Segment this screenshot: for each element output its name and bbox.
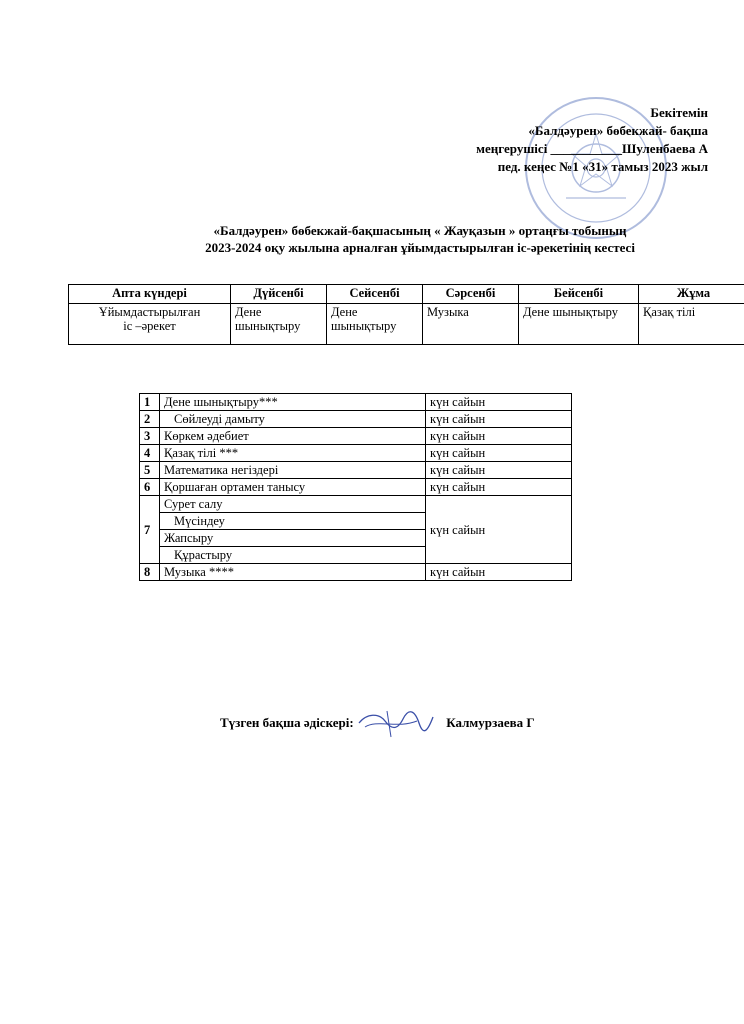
table-row [140,411,572,428]
weekly-schedule-table [68,284,744,345]
subject-number: 5 [140,462,160,479]
schedule-activity-row [69,304,744,345]
header-weekdays: Апта күндері [69,285,231,304]
table-row [140,564,572,581]
subject-number: 4 [140,445,160,462]
table-row [140,445,572,462]
subject-number: 1 [140,394,160,411]
header-tuesday: Сейсенбі [327,285,423,304]
table-row [140,496,572,513]
approval-block [388,104,708,176]
header-monday: Дүйсенбі [231,285,327,304]
subject-name: Құрастыру [160,547,426,564]
signature [357,709,435,739]
subject-number: 8 [140,564,160,581]
subject-frequency: күн сайын [426,496,572,564]
subject-name: Дене шынықтыру*** [160,394,426,411]
subject-name: Математика негіздері [160,462,426,479]
approval-line-4: пед. кеңес №1 «31» тамыз 2023 жыл [497,159,708,174]
table-row [140,428,572,445]
cell-monday: Дене шынықтыру [231,304,327,345]
subject-frequency: күн сайын [426,445,572,462]
compiler-name: Калмурзаева Г [446,714,535,730]
approval-line-2: «Балдәурен» бөбекжай- бақша [528,123,708,138]
subject-name: Мүсіндеу [160,513,426,530]
subject-number: 6 [140,479,160,496]
table-row [140,462,572,479]
subject-frequency: күн сайын [426,428,572,445]
subject-name: Сөйлеуді дамыту [160,411,426,428]
subject-frequency: күн сайын [426,394,572,411]
title-line-1: «Балдәурен» бөбекжай-бақшасының « Жауқазын » ортаңғы тобының [213,223,627,238]
subject-name: Сурет салу [160,496,426,513]
row-label-line-1: Ұйымдастырылған [98,305,201,319]
cell-friday: Қазақ тілі [639,304,744,345]
cell-wednesday: Музыка [423,304,519,345]
subject-name: Қоршаған ортамен танысу [160,479,426,496]
table-row [140,394,572,411]
title-line-2: 2023-2024 оқу жылына арналған ұйымдастырылған іс-әрекетінің кестесі [205,240,635,255]
header-friday: Жұма [639,285,744,304]
approval-line-3: меңгерушісі ___________Шуленбаева А [476,141,708,156]
subjects-table [139,393,572,581]
approval-line-1: Бекітемін [650,105,708,120]
document-title [150,222,690,256]
row-label [69,304,231,345]
subject-name: Жапсыру [160,530,426,547]
subject-number: 2 [140,411,160,428]
header-thursday: Бейсенбі [519,285,639,304]
subject-number: 3 [140,428,160,445]
subject-name: Көркем әдебиет [160,428,426,445]
subject-frequency: күн сайын [426,479,572,496]
compiler-line [220,709,535,739]
subject-frequency: күн сайын [426,462,572,479]
cell-tuesday: Дене шынықтыру [327,304,423,345]
cell-thursday: Дене шынықтыру [519,304,639,345]
compiler-label: Түзген бақша әдіскері: [220,714,354,730]
subject-name: Қазақ тілі *** [160,445,426,462]
subject-frequency: күн сайын [426,411,572,428]
schedule-header-row [69,285,744,304]
row-label-line-2: іс –әрекет [123,319,176,333]
header-wednesday: Сәрсенбі [423,285,519,304]
table-row [140,479,572,496]
subject-name: Музыка **** [160,564,426,581]
subject-number: 7 [140,496,160,564]
subject-frequency: күн сайын [426,564,572,581]
